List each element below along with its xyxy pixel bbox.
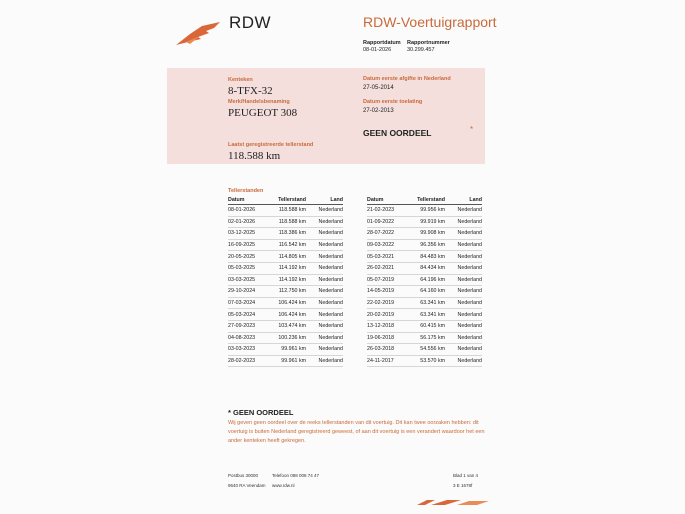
odometer-value: 118.588 km — [228, 150, 281, 162]
reading-country: Nederland — [445, 297, 482, 309]
reading-country: Nederland — [306, 297, 343, 309]
reading-country: Nederland — [445, 251, 482, 263]
reading-odometer: 118.588 km — [261, 216, 306, 228]
decorative-stripe-icon — [417, 499, 489, 506]
reading-date: 08-01-2026 — [228, 205, 261, 217]
table-row — [367, 228, 482, 240]
table-row — [367, 262, 482, 274]
vehicle-summary-band — [167, 68, 485, 164]
reading-country: Nederland — [445, 332, 482, 344]
reading-date: 13-12-2018 — [367, 320, 400, 332]
reading-date: 26-03-2018 — [367, 344, 400, 356]
table-row — [228, 344, 343, 356]
reading-odometer: 60.415 km — [400, 320, 445, 332]
reading-date: 22-02-2019 — [367, 297, 400, 309]
reading-country: Nederland — [445, 286, 482, 298]
reading-country: Nederland — [306, 239, 343, 251]
reading-date: 19-06-2018 — [367, 332, 400, 344]
admission-label: Datum eerste toelating — [363, 99, 423, 105]
reading-country: Nederland — [445, 274, 482, 286]
report-date-block — [363, 40, 401, 54]
reading-odometer: 84.483 km — [400, 251, 445, 263]
reading-date: 05-03-2025 — [228, 262, 261, 274]
report-number: 30.299.457 — [407, 47, 435, 53]
readings-title: Tellerstanden — [228, 188, 264, 194]
brand-name: RDW — [229, 13, 272, 32]
make-value: PEUGEOT 308 — [228, 107, 298, 119]
table-header-row — [228, 196, 343, 205]
rdw-logo-icon — [176, 22, 222, 46]
table-row — [367, 344, 482, 356]
table-row — [228, 309, 343, 321]
readings-table-right — [367, 196, 482, 367]
reading-country: Nederland — [306, 251, 343, 263]
reading-date: 28-02-2023 — [228, 355, 261, 367]
report-number-label: Rapportnummer — [407, 40, 450, 46]
table-row — [367, 355, 482, 367]
admission-value: 27-02-2013 — [363, 108, 394, 114]
reading-country: Nederland — [445, 309, 482, 321]
reading-country: Nederland — [445, 239, 482, 251]
reading-odometer: 63.341 km — [400, 309, 445, 321]
col-country-header: Land — [306, 196, 343, 205]
reading-date: 14-05-2019 — [367, 286, 400, 298]
reading-date: 28-07-2022 — [367, 228, 400, 240]
verdict-text: GEEN OORDEEL — [363, 128, 432, 138]
table-row — [367, 297, 482, 309]
reading-date: 20-02-2019 — [367, 309, 400, 321]
reading-odometer: 100.236 km — [261, 332, 306, 344]
reading-country: Nederland — [306, 286, 343, 298]
nl-date-label: Datum eerste afgifte in Nederland — [363, 76, 451, 82]
make-label: Merk/Handelsbenaming — [228, 99, 290, 105]
website-link[interactable]: www.rdw.nl — [272, 483, 295, 488]
reading-country: Nederland — [306, 332, 343, 344]
reading-country: Nederland — [306, 228, 343, 240]
reading-odometer: 99.961 km — [261, 344, 306, 356]
reading-country: Nederland — [306, 274, 343, 286]
reading-date: 26-02-2021 — [367, 262, 400, 274]
readings-table-left — [228, 196, 343, 367]
table-row — [228, 320, 343, 332]
reading-odometer: 99.919 km — [400, 216, 445, 228]
reading-odometer: 99.908 km — [400, 228, 445, 240]
reading-country: Nederland — [445, 320, 482, 332]
table-row — [228, 286, 343, 298]
reading-date: 03-12-2025 — [228, 228, 261, 240]
table-row — [228, 332, 343, 344]
reading-date: 09-03-2022 — [367, 239, 400, 251]
plate-label: Kenteken — [228, 77, 253, 83]
table-row — [228, 228, 343, 240]
reading-country: Nederland — [445, 262, 482, 274]
reading-odometer: 118.386 km — [261, 228, 306, 240]
reading-date: 29-10-2024 — [228, 286, 261, 298]
table-row — [228, 274, 343, 286]
reading-odometer: 53.570 km — [400, 355, 445, 367]
reading-date: 05-03-2024 — [228, 309, 261, 321]
reading-country: Nederland — [445, 355, 482, 367]
reading-date: 02-01-2026 — [228, 216, 261, 228]
reading-date: 04-08-2023 — [228, 332, 261, 344]
reading-odometer: 99.961 km — [261, 355, 306, 367]
reading-date: 24-11-2017 — [367, 355, 400, 367]
reading-odometer: 114.192 km — [261, 274, 306, 286]
reading-date: 20-05-2025 — [228, 251, 261, 263]
nl-date-value: 27-05-2014 — [363, 85, 394, 91]
reading-odometer: 114.192 km — [261, 262, 306, 274]
report-date: 08-01-2026 — [363, 47, 392, 53]
table-row — [367, 205, 482, 217]
reading-date: 03-03-2023 — [228, 344, 261, 356]
reading-odometer: 114.805 km — [261, 251, 306, 263]
table-row — [367, 320, 482, 332]
page-info — [453, 471, 478, 491]
city: 9640 RA Veendam — [228, 483, 266, 488]
report-date-label: Rapportdatum — [363, 40, 401, 46]
table-row — [228, 216, 343, 228]
reading-odometer: 112.750 km — [261, 286, 306, 298]
reading-odometer: 99.956 km — [400, 205, 445, 217]
table-header-row — [367, 196, 482, 205]
table-row — [367, 309, 482, 321]
report-title: RDW-Voertuigrapport — [363, 14, 497, 30]
reading-odometer: 96.356 km — [400, 239, 445, 251]
table-row — [228, 239, 343, 251]
reading-odometer: 64.196 km — [400, 274, 445, 286]
reading-country: Nederland — [445, 216, 482, 228]
table-row — [228, 355, 343, 367]
col-odometer-header: Tellerstand — [261, 196, 306, 205]
reading-odometer: 56.175 km — [400, 332, 445, 344]
table-row — [367, 332, 482, 344]
reading-odometer: 106.424 km — [261, 309, 306, 321]
col-country-header: Land — [445, 196, 482, 205]
reading-odometer: 84.434 km — [400, 262, 445, 274]
reading-country: Nederland — [306, 262, 343, 274]
plate-value: 8-TFX-32 — [228, 85, 273, 97]
page-number: Blad 1 van 4 — [453, 473, 479, 478]
reading-country: Nederland — [306, 216, 343, 228]
table-row — [367, 274, 482, 286]
reading-country: Nederland — [306, 205, 343, 217]
table-row — [228, 251, 343, 263]
odometer-label: Laatst geregistreerde tellerstand — [228, 142, 314, 148]
reading-odometer: 103.474 km — [261, 320, 306, 332]
reading-odometer: 106.424 km — [261, 297, 306, 309]
reading-odometer: 118.588 km — [261, 205, 306, 217]
postbus: Postbus 30000 — [228, 473, 259, 478]
footnote-title: * GEEN OORDEEL — [228, 408, 294, 417]
reading-date: 05-03-2021 — [367, 251, 400, 263]
reading-date: 01-09-2022 — [367, 216, 400, 228]
col-odometer-header: Tellerstand — [400, 196, 445, 205]
reading-odometer: 54.556 km — [400, 344, 445, 356]
reading-country: Nederland — [306, 309, 343, 321]
table-row — [367, 286, 482, 298]
reading-date: 05-07-2019 — [367, 274, 400, 286]
reading-odometer: 116.542 km — [261, 239, 306, 251]
reading-country: Nederland — [445, 205, 482, 217]
reading-country: Nederland — [306, 355, 343, 367]
reading-country: Nederland — [445, 228, 482, 240]
contact-block — [272, 471, 319, 491]
reading-odometer: 64.160 km — [400, 286, 445, 298]
table-row — [228, 262, 343, 274]
verdict-asterisk: * — [470, 125, 474, 134]
footnote-text: Wij geven geen oordeel over de reeks tellerstanden van dit voertuig. Dit kan twee oorzaken hebben: dit voertuig is buiten Nederland geregistreerd geweest, of aan dit voertuig is een verandert waardoor het een ander kenteken heeft gekregen. — [228, 420, 485, 444]
table-row — [367, 216, 482, 228]
phone: Telefoon 088 008 74 47 — [272, 473, 320, 478]
reading-date: 16-09-2025 — [228, 239, 261, 251]
reading-odometer: 63.341 km — [400, 297, 445, 309]
reading-date: 07-03-2024 — [228, 297, 261, 309]
reading-country: Nederland — [306, 344, 343, 356]
reading-date: 21-02-2023 — [367, 205, 400, 217]
col-date-header: Datum — [367, 196, 400, 205]
postal-address — [228, 471, 266, 491]
reading-date: 03-03-2025 — [228, 274, 261, 286]
table-row — [228, 205, 343, 217]
report-number-block — [407, 40, 450, 54]
reading-country: Nederland — [445, 344, 482, 356]
col-date-header: Datum — [228, 196, 261, 205]
table-row — [367, 251, 482, 263]
reading-country: Nederland — [306, 320, 343, 332]
table-row — [367, 239, 482, 251]
table-row — [228, 297, 343, 309]
reading-date: 27-09-2023 — [228, 320, 261, 332]
doc-code: 3 E 1678f — [453, 483, 473, 488]
